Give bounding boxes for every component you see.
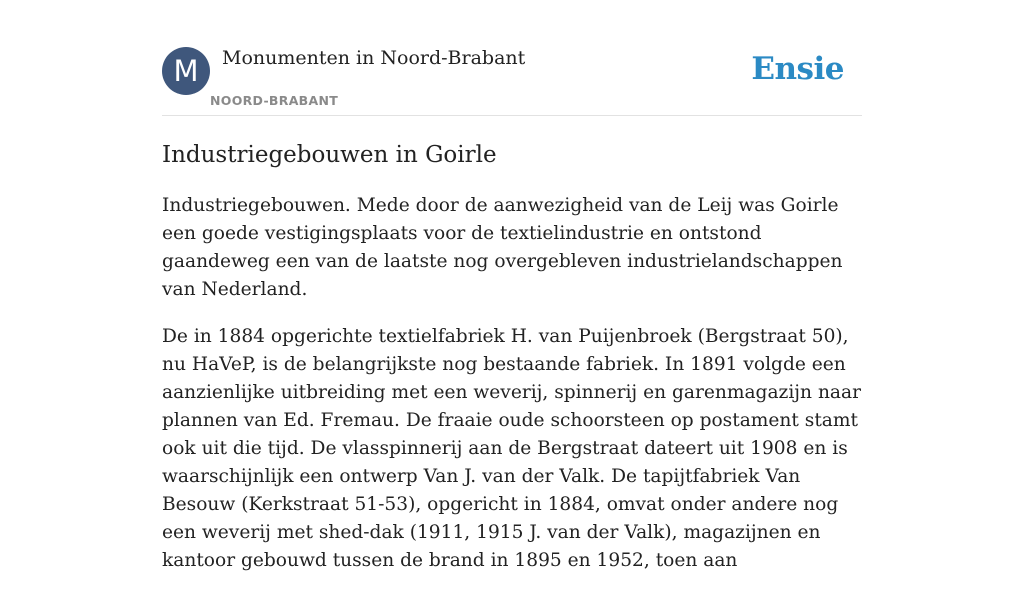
article-paragraph: Industriegebouwen. Mede door de aanwezigheid van de Leij was Goirle een goede vestigingsplaats voor de textielindustrie en ontstond gaandeweg een van de laatste nog overgebleven industrielandschappen van Nederland. [162,195,843,300]
article-paragraph: De in 1884 opgerichte textielfabriek H. van Puijenbroek (Bergstraat 50), nu HaVeP, is de belangrijkste nog bestaande fabriek. In 1891 volgde een aanzienlijke uitbreiding met een weverij, spinnerij en garenmagazijn naar plannen van Ed. Fremau. De fraaie oude schoorsteen op postament stamt ook uit die tijd. De vlasspinnerij aan de Bergstraat dateert uit 1908 en is waarschijnlijk een ontwerp Van J. van der Valk. De tapijtfabriek Van Besouw (Kerkstraat 51-53), opgericht in 1884, omvat onder andere nog een weverij met shed-dak (1911, 1915 J. van der Valk), magazijnen en kantoor gebouwd tussen de brand in 1895 en 1952, toen aan [162,326,861,571]
avatar[interactable]: M [162,47,210,95]
source-title[interactable]: Monumenten in Noord-Brabant [222,47,526,69]
article-body [162,192,862,594]
source-header [162,46,862,116]
article-title: Industriegebouwen in Goirle [162,142,497,168]
source-subtitle[interactable]: NOORD-BRABANT [210,93,339,108]
brand-logo[interactable]: Ensie [751,51,844,87]
